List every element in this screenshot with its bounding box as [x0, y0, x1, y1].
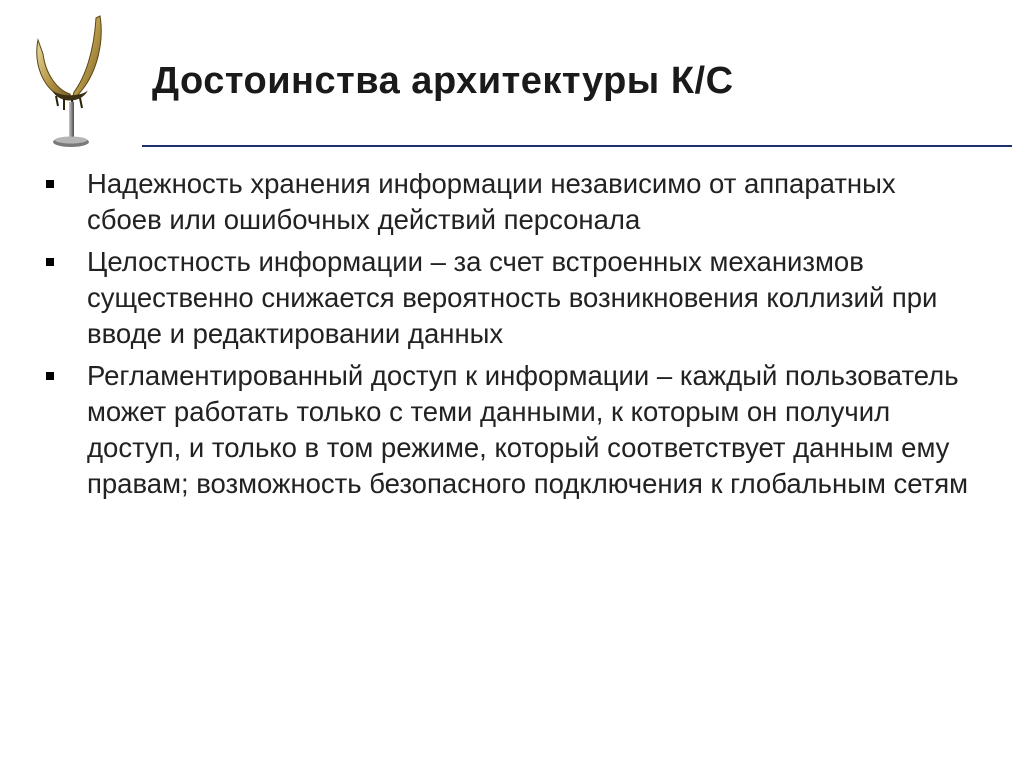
bullet-item [44, 358, 974, 502]
bullet-text: Надежность хранения информации независимо от аппаратных сбоев или ошибочных действий персонала [87, 168, 896, 235]
slide-title: Достоинства архитектуры К/С [152, 60, 734, 102]
bullet-marker [46, 180, 54, 188]
bullet-text: Регламентированный доступ к информации – каждый пользователь может работать только с теми данными, к которым он получил доступ, и только в том режиме, который соответствует данным ему правам; возможность безопасного подключения к глобальным сетям [87, 360, 969, 499]
bullet-item [44, 244, 974, 352]
bullet-marker [46, 258, 54, 266]
bullet-list [44, 166, 974, 508]
goblet-icon [26, 10, 112, 152]
bullet-marker [46, 372, 54, 380]
bullet-text: Целостность информации – за счет встроенных механизмов существенно снижается вероятность возникновения коллизий при вводе и редактировании данных [87, 246, 938, 349]
bullet-item [44, 166, 974, 238]
title-divider [142, 145, 1012, 147]
